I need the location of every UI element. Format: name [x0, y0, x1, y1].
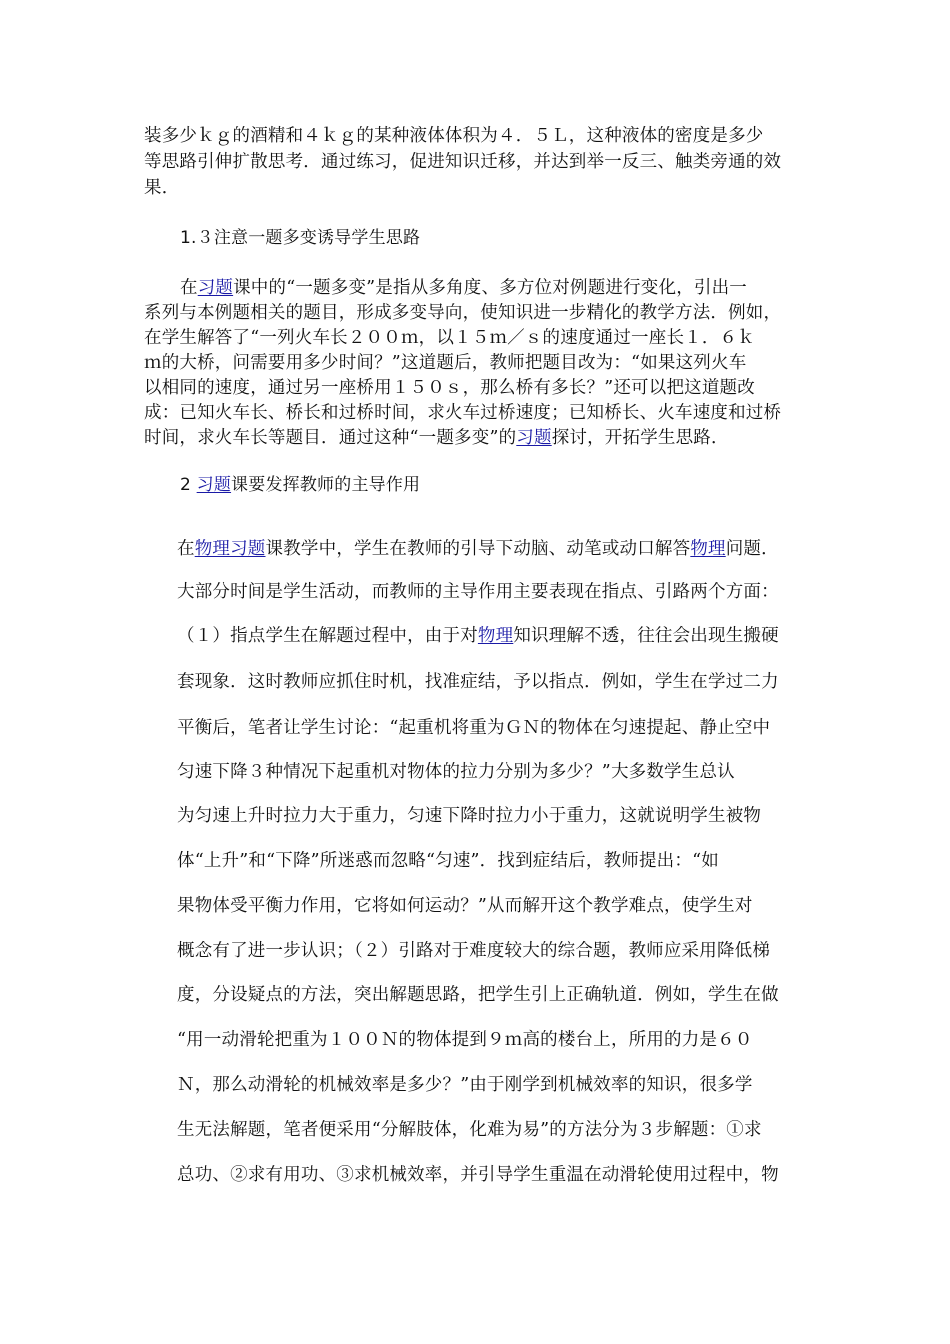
- paragraph-line: [180, 276, 747, 300]
- paragraph-line: ｍ的大桥，问需要用多少时间？”这道题后，教师把题目改为：“如果这列火车: [144, 353, 747, 373]
- paragraph-line: 套现象．这时教师应抓住时机，找准症结，予以指点．例如，学生在学过二力: [177, 672, 779, 692]
- section-heading-1-3: [180, 226, 420, 250]
- text-span: 课教学中，学生在教师的引导下动脑、动笔或动口解答: [265, 539, 691, 559]
- text-span: （１）指点学生在解题过程中，由于对: [177, 626, 478, 646]
- paragraph-line: 以相同的速度，通过另一座桥用１５０ｓ，那么桥有多长？”还可以把这道题改: [144, 378, 755, 398]
- paragraph-line: 度，分设疑点的方法，突出解题思路，把学生引上正确轨道．例如，学生在做: [177, 985, 779, 1005]
- link-wuli[interactable]: 物理: [477, 626, 514, 646]
- paragraph-line: 系列与本例题相关的题目，形成多变导向，使知识进一步精化的教学方法．例如，: [144, 303, 782, 323]
- paragraph-line: 总功、②求有用功、③求机械效率，并引导学生重温在动滑轮使用过程中，物: [177, 1165, 779, 1185]
- link-xiti[interactable]: 习题: [196, 475, 232, 495]
- link-wuli-xiti[interactable]: 物理习题: [194, 539, 266, 559]
- paragraph-line: Ｎ，那么动滑轮的机械效率是多少？”由于刚学到机械效率的知识，很多学: [177, 1075, 753, 1095]
- paragraph-line: 为匀速上升时拉力大于重力，匀速下降时拉力小于重力，这就说明学生被物: [177, 806, 762, 826]
- paragraph-line: “用一动滑轮把重为１００Ｎ的物体提到９ｍ高的楼台上，所用的力是６０: [177, 1030, 753, 1050]
- text-span: 课中的“一题多变”是指从多角度、多方位对例题进行变化，引出一: [233, 278, 748, 298]
- text-span: 在: [177, 539, 195, 559]
- paragraph-line: 装多少ｋｇ的酒精和４ｋｇ的某种液体体积为４．５Ｌ，这种液体的密度是多少: [144, 126, 764, 146]
- paragraph-line: 成：已知火车长、桥长和过桥时间，求火车过桥速度；已知桥长、火车速度和过桥: [144, 403, 782, 423]
- link-xiti[interactable]: 习题: [197, 278, 234, 298]
- text-span: 问题．: [725, 539, 779, 559]
- paragraph-line: 在学生解答了“一列火车长２００ｍ，以１５ｍ／ｓ的速度通过一座长１．６ｋ: [144, 328, 755, 348]
- paragraph-line: 匀速下降３种情况下起重机对物体的拉力分别为多少？”大多数学生总认: [177, 762, 735, 782]
- link-wuli[interactable]: 物理: [690, 539, 726, 559]
- paragraph-line: [177, 537, 779, 561]
- text-span: 探讨，开拓学生思路．: [551, 428, 729, 448]
- heading-number: 2: [180, 475, 192, 495]
- link-xiti[interactable]: 习题: [516, 428, 552, 448]
- paragraph-line: 生无法解题，笔者便采用“分解肢体，化难为易”的方法分为３步解题：①求: [177, 1120, 762, 1140]
- section-heading-2: [180, 473, 420, 497]
- heading-number: 1.: [180, 228, 197, 248]
- paragraph-line: 等思路引伸扩散思考．通过练习，促进知识迁移，并达到举一反三、触类旁通的效: [144, 152, 782, 172]
- heading-text: ３注意一题多变诱导学生思路: [196, 228, 421, 248]
- paragraph-line: 体“上升”和“下降”所迷惑而忽略“匀速”．找到症结后，教师提出：“如: [177, 851, 719, 871]
- paragraph-line: 果．: [144, 178, 180, 198]
- paragraph-line: [177, 624, 779, 648]
- paragraph-line: [144, 426, 729, 450]
- paragraph-line: 平衡后，笔者让学生讨论：“起重机将重为ＧＮ的物体在匀速提起、静止空中: [177, 718, 771, 738]
- heading-text: 课要发挥教师的主导作用: [231, 475, 421, 495]
- text-span: 知识理解不透，往往会出现生搬硬: [513, 626, 779, 646]
- paragraph-line: 大部分时间是学生活动，而教师的主导作用主要表现在指点、引路两个方面：: [177, 582, 779, 602]
- paragraph-line: 概念有了进一步认识；（２）引路对于难度较大的综合题，教师应采用降低梯: [177, 941, 771, 961]
- text-span: 在: [180, 278, 198, 298]
- paragraph-line: 果物体受平衡力作用，它将如何运动？”从而解开这个教学难点，使学生对: [177, 896, 753, 916]
- text-span: 时间，求火车长等题目．通过这种“一题多变”的: [144, 428, 517, 448]
